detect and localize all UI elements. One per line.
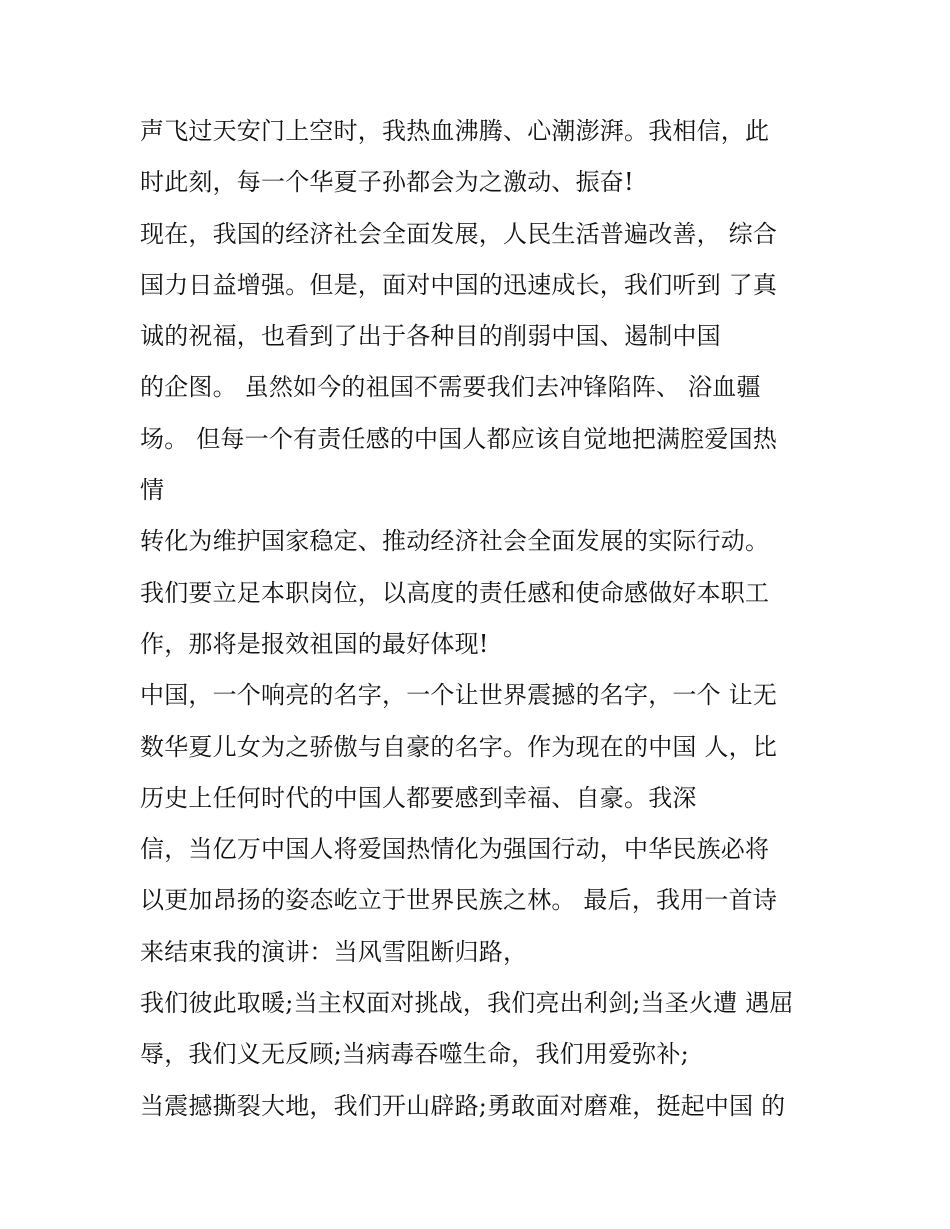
text-line: 的企图。 虽然如今的祖国不需要我们去冲锋陷阵、 浴血疆 [140, 373, 761, 402]
text-line: 我们要立足本职岗位，以高度的责任感和使命感做好本职工 [140, 578, 770, 607]
text-line: 诚的祝福，也看到了出于各种目的削弱中国、遏制中国 [140, 322, 721, 351]
text-line: 声飞过天安门上空时，我热血沸腾、心潮澎湃。我相信，此 [140, 117, 770, 145]
text-line: 现在，我国的经济社会全面发展，人民生活普遍改善， 综合 [140, 219, 778, 248]
text-line: 情 [140, 476, 165, 505]
speech-text-body [140, 106, 820, 1132]
text-line: 以更加昂扬的姿态屹立于世界民族之林。 最后，我用一首诗 [140, 886, 778, 915]
text-line: 我们彼此取暖;当主权面对挑战，我们亮出利剑;当圣火遭 遇屈 [140, 989, 794, 1018]
text-line: 历史上任何时代的中国人都要感到幸福、自豪。我深 [140, 783, 697, 812]
text-line: 场。 但每一个有责任感的中国人都应该自觉地把满腔爱国热 [140, 424, 778, 453]
text-line: 转化为维护国家稳定、推动经济社会全面发展的实际行动。 [140, 527, 770, 556]
text-line: 作，那将是报效祖国的最好体现! [140, 629, 489, 658]
text-line: 当震撼撕裂大地，我们开山辟路;勇敢面对磨难，挺起中国 的 [140, 1091, 786, 1120]
text-line: 时此刻，每一个华夏子孙都会为之激动、振奋! [140, 168, 634, 197]
text-line: 信，当亿万中国人将爱国热情化为强国行动，中华民族必将 [140, 835, 770, 864]
text-line: 辱，我们义无反顾;当病毒吞噬生命，我们用爱弥补; [140, 1040, 689, 1069]
text-line: 数华夏儿女为之骄傲与自豪的名字。作为现在的中国 人，比 [140, 732, 778, 761]
text-line: 来结束我的演讲：当风雪阻断归路， [140, 937, 528, 966]
text-line: 国力日益增强。但是，面对中国的迅速成长，我们听到 了真 [140, 270, 778, 299]
text-line: 中国，一个响亮的名字，一个让世界震撼的名字，一个 让无 [140, 681, 778, 710]
